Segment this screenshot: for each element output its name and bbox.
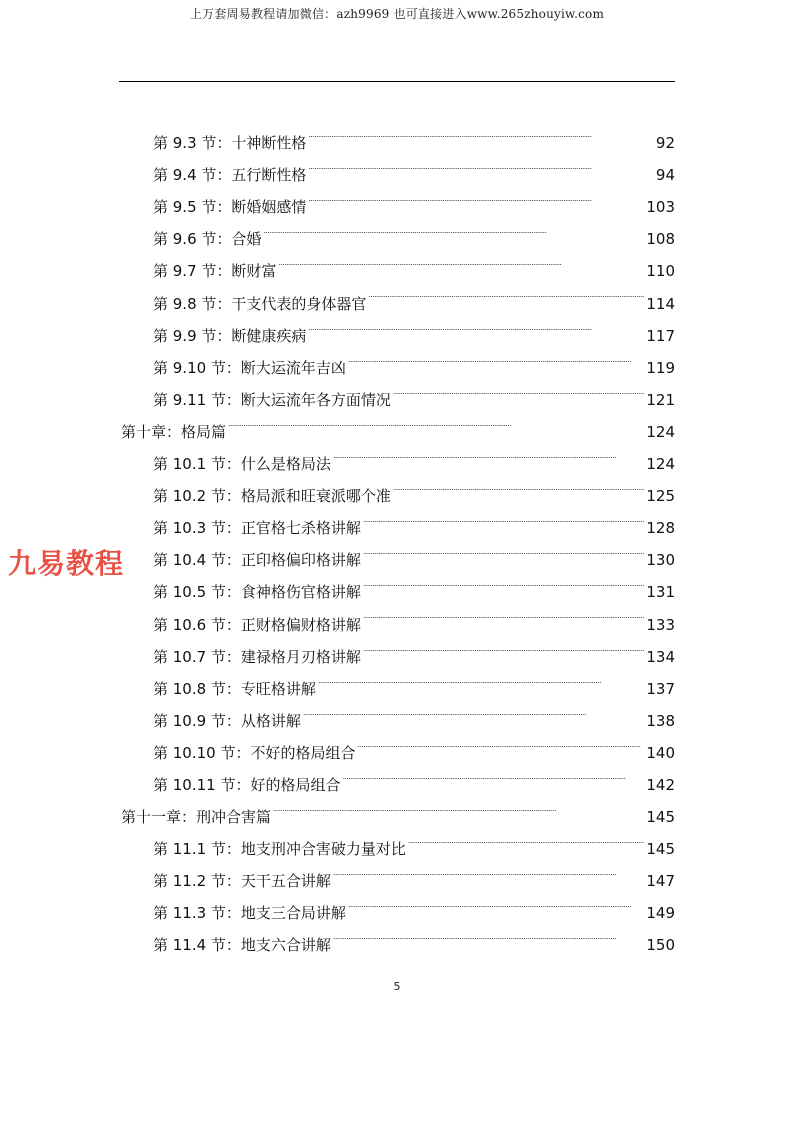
toc-dot-leader — [348, 341, 644, 373]
toc-entry[interactable] — [153, 148, 675, 185]
toc-dot-leader — [318, 662, 644, 694]
toc-entry-page: 142 — [646, 775, 675, 794]
toc-entry-title: 第 11.3 节：地支三合局讲解 — [153, 904, 346, 923]
toc-dot-leader — [333, 854, 644, 886]
toc-entry-title: 第 10.8 节：专旺格讲解 — [153, 679, 316, 698]
toc-entry-title: 第 11.2 节：天干五合讲解 — [153, 872, 331, 891]
toc-entry-page: 134 — [646, 647, 675, 666]
toc-entry-page: 138 — [646, 711, 675, 730]
toc-entry-page: 150 — [646, 936, 675, 955]
toc-entry-page: 140 — [646, 743, 675, 762]
toc-entry[interactable] — [153, 309, 675, 345]
toc-entry[interactable] — [153, 565, 675, 602]
toc-entry-page: 149 — [646, 904, 675, 923]
toc-entry[interactable] — [153, 854, 675, 891]
toc-dot-leader — [342, 758, 644, 790]
toc-entry-page: 92 — [655, 134, 675, 153]
toc-entry[interactable] — [153, 918, 675, 955]
toc-entry-title: 第 9.11 节：断大运流年各方面情况 — [153, 390, 391, 409]
toc-entry-page: 121 — [646, 390, 675, 409]
toc-dot-leader — [308, 180, 644, 212]
toc-dot-leader — [363, 630, 644, 662]
toc-entry-title: 第 9.4 节：五行断性格 — [153, 166, 307, 185]
toc-entry-title: 第 10.7 节：建禄格月刃格讲解 — [153, 647, 361, 666]
toc-dot-leader — [363, 565, 644, 597]
toc-entry-page: 145 — [646, 840, 675, 859]
toc-entry[interactable] — [153, 469, 675, 506]
toc-entry-page: 94 — [655, 166, 675, 185]
toc-dot-leader — [278, 244, 644, 276]
toc-entry-page: 145 — [646, 808, 675, 827]
toc-entry-title: 第 10.5 节：食神格伤官格讲解 — [153, 583, 361, 602]
toc-entry-title: 第 10.2 节：格局派和旺衰派哪个准 — [153, 487, 391, 506]
toc-dot-leader — [333, 437, 644, 469]
toc-entry-title: 第 10.6 节：正财格偏财格讲解 — [153, 615, 361, 634]
toc-entry-title: 第 10.9 节：从格讲解 — [153, 711, 301, 730]
toc-entry[interactable] — [153, 630, 675, 666]
header-note: 上万套周易教程请加微信：azh9969 也可直接进入www.265zhouyiw.com — [189, 7, 605, 21]
toc-entry-page: 110 — [646, 262, 675, 281]
toc-entry-title: 第 9.9 节：断健康疾病 — [153, 326, 307, 345]
page-number: 5 — [393, 980, 401, 993]
toc-entry-page: 128 — [646, 519, 675, 538]
toc-entry-title: 第 11.4 节：地支六合讲解 — [153, 936, 331, 955]
toc-entry[interactable] — [153, 116, 675, 153]
toc-dot-leader — [308, 148, 654, 180]
toc-entry[interactable] — [153, 276, 675, 313]
toc-entry-page: 130 — [646, 551, 675, 570]
toc-entry-title: 第 10.11 节：好的格局组合 — [153, 775, 341, 794]
toc-entry-title: 第十章：格局篇 — [121, 422, 227, 441]
toc-dot-leader — [363, 597, 644, 629]
toc-entry-page: 108 — [646, 230, 675, 249]
toc-chapter-entry[interactable] — [121, 790, 675, 827]
toc-entry-page: 131 — [646, 583, 675, 602]
toc-dot-leader — [363, 533, 644, 565]
toc-entry-page: 124 — [646, 455, 675, 474]
toc-entry[interactable] — [153, 726, 675, 762]
toc-dot-leader — [393, 469, 644, 501]
toc-dot-leader — [273, 790, 644, 822]
toc-entry[interactable] — [153, 533, 675, 570]
toc-entry-title: 第 11.1 节：地支刑冲合害破力量对比 — [153, 840, 406, 859]
toc-entry-page: 119 — [646, 358, 675, 377]
toc-dot-leader — [357, 726, 644, 758]
toc-dot-leader — [228, 405, 644, 437]
toc-entry-title: 第 10.4 节：正印格偏印格讲解 — [153, 551, 361, 570]
toc-entry-title: 第 10.10 节：不好的格局组合 — [153, 743, 356, 762]
toc-entry-title: 第 10.3 节：正官格七杀格讲解 — [153, 519, 361, 538]
toc-entry[interactable] — [153, 501, 675, 538]
toc-entry-page: 103 — [646, 198, 675, 217]
toc-entry-page: 147 — [646, 872, 675, 891]
toc-dot-leader — [363, 501, 644, 533]
toc-entry[interactable] — [153, 758, 675, 794]
toc-dot-leader — [308, 116, 654, 148]
toc-entry-page: 124 — [646, 422, 675, 441]
toc-entry[interactable] — [153, 597, 675, 634]
toc-entry[interactable] — [153, 180, 675, 217]
toc-entry-page: 137 — [646, 679, 675, 698]
toc-entry[interactable] — [153, 694, 675, 730]
toc-entry[interactable] — [153, 244, 675, 281]
toc-dot-leader — [308, 309, 644, 341]
toc-entry[interactable] — [153, 212, 675, 249]
toc-entry-page: 133 — [646, 615, 675, 634]
toc-entry-page: 125 — [646, 487, 675, 506]
toc-chapter-entry[interactable] — [121, 405, 675, 441]
toc-entry[interactable] — [153, 822, 675, 859]
toc-dot-leader — [333, 918, 644, 950]
toc-dot-leader — [408, 822, 644, 854]
toc-entry[interactable] — [153, 886, 675, 923]
toc-entry[interactable] — [153, 437, 675, 474]
toc-entry-title: 第 9.10 节：断大运流年吉凶 — [153, 358, 346, 377]
toc-dot-leader — [393, 373, 644, 405]
toc-entry[interactable] — [153, 341, 675, 377]
toc-entry-title: 第 9.8 节：干支代表的身体器官 — [153, 294, 367, 313]
header-divider — [119, 81, 675, 82]
toc-dot-leader — [303, 694, 644, 726]
toc-entry-title: 第十一章：刑冲合害篇 — [121, 808, 272, 827]
toc-entry[interactable] — [153, 662, 675, 698]
toc-entry-title: 第 10.1 节：什么是格局法 — [153, 455, 331, 474]
toc-dot-leader — [348, 886, 644, 918]
toc-entry-page: 114 — [646, 294, 675, 313]
toc-entry-title: 第 9.6 节：合婚 — [153, 230, 262, 249]
toc-entry[interactable] — [153, 373, 675, 409]
toc-entry-title: 第 9.5 节：断婚姻感情 — [153, 198, 307, 217]
toc-dot-leader — [263, 212, 644, 244]
toc-dot-leader — [368, 276, 644, 308]
watermark-logo: 九易教程 — [8, 547, 125, 580]
table-of-contents — [0, 116, 794, 955]
toc-entry-page: 117 — [646, 326, 675, 345]
toc-entry-title: 第 9.3 节：十神断性格 — [153, 134, 307, 153]
toc-entry-title: 第 9.7 节：断财富 — [153, 262, 277, 281]
